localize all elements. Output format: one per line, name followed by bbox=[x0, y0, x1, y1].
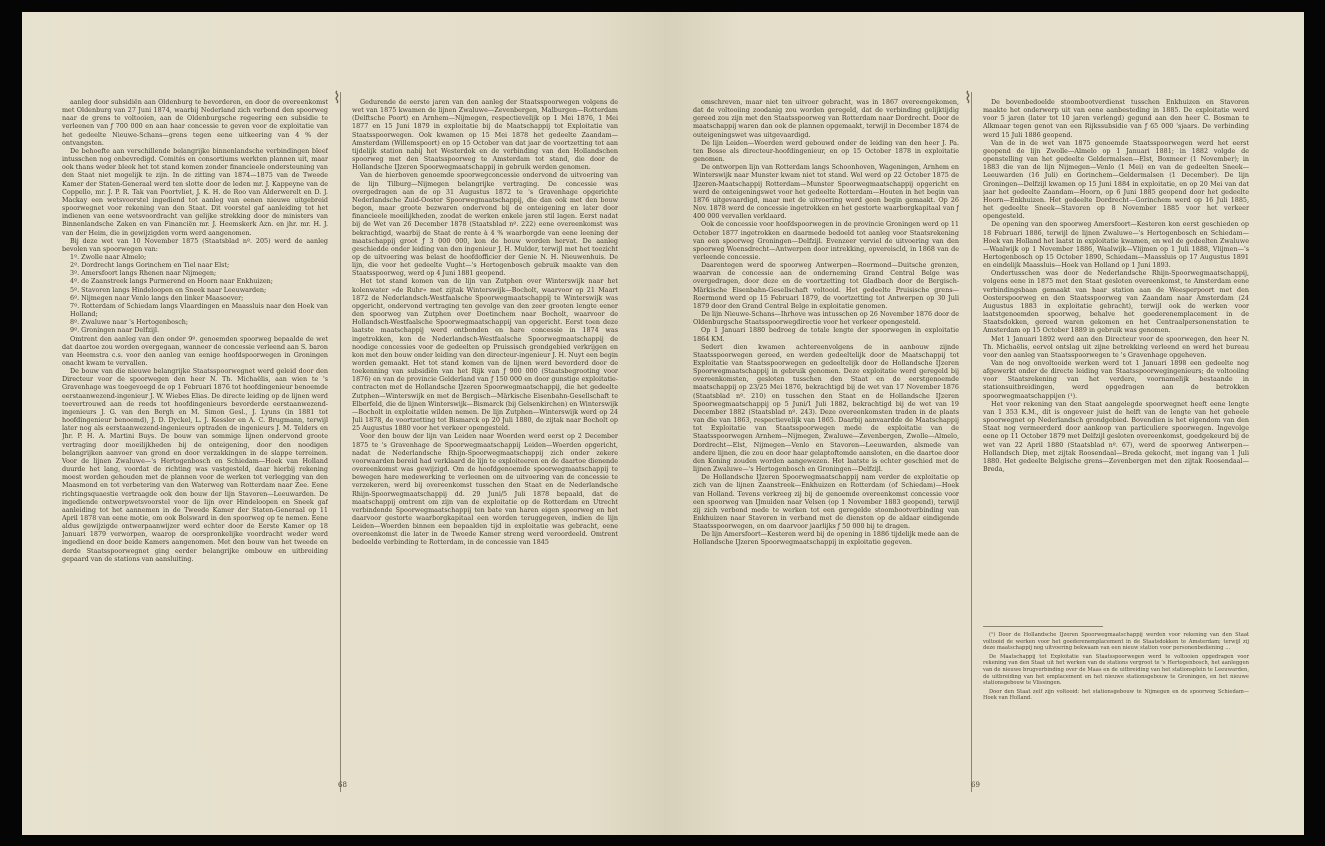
paragraph: 8º. Zwaluwe naar 's Hertogenbosch; bbox=[70, 318, 189, 327]
book-spread bbox=[22, 12, 1304, 835]
paragraph: 2º. Dordrecht langs Gorinchem en Tiel naar Elst; bbox=[70, 261, 230, 270]
paragraph: Van de nog onvoltooide werken werd tot 1 Januari 1898 een gedeelte nog afgewerkt onder de directe leiding van Staatsspoorwegingenieurs; de voltooiing voor Staatsrekening van het verdere, voornamelijk bestaande in stationsuitbreidingen, werd opgedragen aan de betrokken spoorwegmaatschappijen (¹). bbox=[983, 359, 1249, 400]
paragraph: De lijn Leiden—Woerden werd gebouwd onder de leiding van den heer J. Pa. ten Bosse als directeur-hoofdingenieur, en op 15 October 1878 in exploitatie genomen. bbox=[693, 138, 959, 164]
paragraph: 9º. Groningen naar Delfzijl. bbox=[70, 326, 160, 335]
left-page-column-2 bbox=[352, 98, 618, 788]
footnote-rule bbox=[983, 626, 1103, 627]
paragraph: 7º. Rotterdam of Schiedam langs Vlaardingen en Maassluis naar den Hoek van Holland; bbox=[70, 301, 328, 319]
paragraph: Sedert dien kwamen achtereenvolgens de in aanbouw zijnde Staatsspoorwegen gereed, en werden gedeeltelijk door de Maatschappij tot Exploitatie van Staatsspoorwegen en gedeeltelijk door de Hollandsche IJzeren Spoorwegmaatschappij in gebruik genomen. Deze exploitatie werd geregeld bij overeenkomsten, gesloten tusschen den Staat en de eerstgenoemde maatschappij op 23/25 Mei 1876, bekrachtigd bij de wet van 17 November 1876 (Staatsblad nº. 210) en tusschen den Staat en de Hollandsche IJzeren Spoorwegmaatschappij op 5 Juni/1 Juli 1882, bekrachtigd bij de wet van 19 December 1882 (Staatsblad nº. 243). Deze overeenkomsten traden in de plaats van die van 1863, respectievelijk van 1865. Daarbij aanvaardde de Maatschappij tot Exploitatie van Staatsspoorwegen mede de exploitatie van de Staatsspoorwegen Arnhem—Nijmegen, Zwaluwe—Zevenbergen, Zwolle—Almelo, Dordrecht—Elst, Nijmegen—Venlo en Stavoren—Leeuwarden, alsmede van andere lijnen, die zou en door haar gelaptoftomde aansloten, en die daartoe door den Koning zouden worden aangewezen. Het laatste is echter geschied met de lijnen Zwaluwe—'s Hertogenbosch en Groningen—Delfzijl. bbox=[693, 342, 959, 474]
right-page-column-2 bbox=[983, 98, 1249, 618]
paragraph: De Hollandsche IJzeren Spoorwegmaatschappij nam verder de exploitatie op zich van de lijnen Zaanstreek—Enkhuizen en Rotterdam (of Schiedam)—Hoek van Holland. Tevens verkreeg zij bij de genoemde overeenkomst concessie voor een spoorweg van IJmuiden naar Velsen (op 1 November 1883 geopend), terwijl zij zich verbond mede te werken tot een geregelde stoombootverbinding van Enkhuizen naar Stavoren in verband met de diensten op de aldaar eindigende Staatsspoorwegen, en om daarvoor jaarlijks ƒ 50 000 bij te dragen. bbox=[693, 473, 959, 531]
page-number-right: 69 bbox=[971, 781, 980, 789]
right-page bbox=[663, 12, 1304, 835]
paragraph: Met 1 Januari 1892 werd aan den Directeur voor de spoorwegen, den heer N. Th. Michaëlis, eervol ontslag uit zijne betrekking verleend en werd het bureau voor den aanleg van Staatsspoorwegen te 's Gravenhage opgeheven. bbox=[983, 334, 1249, 359]
right-page-column-1 bbox=[693, 98, 959, 788]
column-ornament-icon: ⌇ bbox=[964, 88, 972, 107]
paragraph: Voor den bouw der lijn van Leiden naar Woerden werd eerst op 2 December 1875 te 's Gravenhage de Spoorwegmaatschappij Leiden—Woerden opgericht, nadat de Nederlandsche Rhijn-Spoorwegmaatschappij zich onder zekere voorwaarden bereid had verklaard de lijn te exploiteeren en de daartoe dienende overeenkomst was gewijzigd. Om de hoofdgenoemde spoorwegmaatschappij te bewegen hare medewerking te verleenen om de uitvoering van de concessie te verzekeren, werd bij overeenkomst tusschen den Staat en de Nederlandsche Rhijn-Spoorwegmaatschappij dd. 29 Juni/5 Juli 1878 bepaald, dat de maatschappij omtrent om zijn van de exploitatie op de Rotterdam en Utrecht verbindende Spoorwegmaatschappij ten bate van haren eigen spoorweg en het daarvoor gestorte waarborgkapitaal een worden teruggegeven, indien de lijn Leiden—Woerden binnen een bepaalden tijd in exploitatie was gebracht, eene overeenkomst die later in de Tweede Kamer streng werd veroordeeld. Omtrent bedoelde verbinding te Rotterdam, in de concessie van 1845 bbox=[352, 432, 618, 547]
left-page-column-1 bbox=[62, 98, 328, 788]
paragraph: Op 1 Januari 1880 bedroeg de totale lengte der spoorwegen in exploitatie 1864 KM. bbox=[693, 326, 959, 343]
paragraph: Het voor rekening van den Staat aangelegde spoorwegnet heeft eene lengte van 1 353 K.M., dit is ongeveer juist de helft van de lengte van het geheele spoorwegnet op Nederlandsch grondgebied. Bovendien is het eigendom van den Staat nog vermeerderd door aankoop van particuliere spoorwegen. Ingevolge eene op 11 October 1879 met Delfzijl gesloten overeenkomst, goedgekeurd bij de wet van 22 April 1880 (Staatsblad nº. 67), werd de spoorweg Antwerpen—Hollandsch Diep, met zijtak Roosendaal—Breda gekocht, met ingang van 1 Juli 1880. Het gedeelte Belgische grens—Zevenbergen met den zijtak Roosendaal—Breda, bbox=[983, 399, 1249, 474]
paragraph: Omtrent den aanleg van den onder 9º. genoemden spoorweg bepaalde de wet dat daartoe zou worden overgegaan, wanneer de concessie verleend aan S. baron van Heemstra c.s. voor den aanleg van eenige hoofdspoorwegen in Groningen onacht kwam te vervallen. bbox=[62, 334, 328, 367]
paragraph: (¹) Door de Hollandsche IJzeren Spoorwegmaatschappij werden voor rekening van den Staat voltooid de werken voor het goederenemplacement in de Staatsdokken te Amsterdam; terwijl zij deze maatschappij nog uitvoering bekwaam van een nieuw station voor personenbediening ... bbox=[983, 632, 1249, 652]
paragraph: Van de hierboven genoemde spoorwegconcessie ondervond de uitvoering van de lijn Tilburg—Nijmegen belangrijke vertraging. De concessie was overgedragen aan de op 31 Augustus 1872 te 's Gravenhage opgerichte Nederlandsche Zuid-Ooster Spoorwegmaatschappij, die dan ook met den bouw begon, maar groote bezwaren ondervond bij de onteigening en later door financieele moeilijkheden, zoodat de werken enkele jaren stil lagen. Eerst nadat bij de Wet van 26 December 1878 (Staatsblad nº. 222) eene overeenkomst was bekrachtigd, waarbij de Staat de rente à 4 % waarborgde van eene leening der maatschappij groot ƒ 3 000 000, kon de bouw worden hervat. De aanleg geschiedde onder leiding van den ingenieur J. H. Mulder, terwijl met het toezicht op de uitvoering was belast de hoofdofficier der Genie N. H. Nieuwenhuis. De lijn, die voor het gedeelte Vught—'s Hertogenbosch gebruik maakte van den Staatsspoorweg, werd op 4 Juni 1881 geopend. bbox=[352, 171, 618, 278]
paragraph: 5º. Stavoren langs Hindeloopen en Sneek naar Leeuwarden; bbox=[70, 285, 267, 294]
paragraph: De Maatschappij tot Exploitatie van Staatsspoorwegen werd te voltooien opgedragen voor rekening van den Staat uit het werken van de stations vergroot te 's Hertogenbosch, het aanleggen van de nieuwe brugverbinding over de Maas en de uitbreiding van het stationsplein te Leeuwarden, de uitbreiding van het emplacement en het nieuwe stationsgebouw te Groningen, en het nieuwe stationsgebouw te Vlissingen. bbox=[983, 653, 1249, 687]
paragraph: Gedurende de eerste jaren van den aanleg der Staatsspoorwegen volgens de wet van 1875 kwamen de lijnen Zwaluwe—Zevenbergen, Malburgen—Rotterdam (Delftsche Poort) en Arnhem—Nijmegen, respectievelijk op 1 Mei 1876, 1 Mei 1877 en 15 Juni 1879 in exploitatie bij de Maatschappij tot Exploitatie van Staatsspoorwegen. Ook kwamen op 15 Mei 1878 het gedeelte Zaandam—Amsterdam (Willemspoort) en op 15 October van dat jaar de voortzetting tot aan tijdelijk station nabij het Westerdok en de verbinding van den Hollandschen spoorweg met den Staatsspoorweg te Amsterdam tot stand, die door de Hollandsche IJzeren Spoorwegmaatschappij in gebruik werden genomen. bbox=[352, 98, 618, 172]
paragraph: De lijn Amersfoort—Kesteren werd bij de opening in 1886 tijdelijk mede aan de Hollandsche IJzeren Spoorwegmaatschappij in exploitatie gegeven. bbox=[693, 530, 959, 547]
paragraph: De ontworpen lijn van Rotterdam langs Schoonhoven, Wageningen, Arnhem en Winterswijk naar Munster kwam niet tot stand. Wel werd op 22 October 1875 de IJzeren-Maatschappij Rotterdam—Munster Spoorwegmaatschappij opgericht en werd de onteigeningswet voor het gedeelte Rotterdam—Houten in het begin van 1876 uitgevaardigd, maar met de uitvoering werd geen begin gemaakt. Op 26 Nov. 1878 werd de concessie ingetrokken en het gestorte waarborgkapitaal van ƒ 400 000 vervallen verklaard. bbox=[693, 163, 959, 221]
paragraph: 1º. Zwolle naar Almelo; bbox=[70, 252, 147, 261]
paragraph: De bouw van die nieuwe belangrijke Staatsspoorwegnet werd geleid door den Directeur voor de spoorwegen den heer N. Th. Michaëlis, aan wien te 's Gravenhage was toegevoegd de op 1 Februari 1876 tot hoofdingenieur benoemde eerstaanwezend-ingenieur J. W. Wiebes Elias. De directe leiding op de lijnen werd toevertrouwd aan de reeds tot hoofdingenieurs bevorderde eerstaanwezend-ingenieurs J. G. van den Bergh en M. Simon Gesl., J. Lyuns (in 1881 tot hoofdingenieur benoemd), J. D. Dyckel, L. J. Kessler en A. C. Brugmann, terwijl later nog als eerstaanwezend-ingenieurs optraden de ingenieurs J. M. Telders en Jhr. P. H. A. Martini Buys. De bouw van sommige lijnen ondervond groote vertraging door moeilijkheden bij de onteigening, door den noodigen belangrijken aanvoer van grond en door verzakkingen in de slappe terreinen. Voor de lijnen Zwaluwe—'s Hertogenbosch en Schiedam—Hoek van Holland duurde het lang, voordat de richting was vastgesteld, daar hierbij rekening moest worden gehouden met de plannen voor de werken tot verlegging van den Maasmond en tot verbetering van den Waterweg van Rotterdam naar Zee. Eene richtingsquaestie vertraagde ook den bouw der lijn Stavoren—Leeuwarden. De ingediende ontwerpwetsvoorstel voor de lijn over Hindeloopen en Sneek gaf aanleiding tot het aannemen in de Tweede Kamer der Staten-Generaal op 11 April 1878 van eene motie, om ook Bolsward in den spoorweg op te nemen. Eene aldus gewijzigde ontwerpaanwijzer werd echter door de Eerste Kamer op 18 Januari 1879 verworpen, waarop de oorspronkelijke voordracht weder werd ingediend en door beide Kamers aangenomen. Met den bouw van het tweede en derde Staatsspoorwegnet ging eerder belangrijke ombouw en uitbreiding gepaard van de stations van aansluiting. bbox=[62, 367, 328, 563]
paragraph: 4º. de Zaanstreek langs Purmerend en Hoorn naar Enkhuizen; bbox=[70, 277, 273, 286]
paragraph: De opening van den spoorweg Amersfoort—Kesteren kon eerst geschieden op 18 Februari 1886, terwijl de lijnen Zwaluwe—'s Hertogenbosch en Schiedam—Hoek van Holland het laatst in exploitatie kwamen, en wel de gedeelten Zwaluwe—Waalwijk op 1 November 1886, Waalwijk—Vlijmen op 1 Juli 1888, Vlijmen—'s Hertogenbosch op 15 October 1890, Schiedam—Maassluis op 17 Augustus 1891 en eindelijk Maassluis—Hoek van Holland op 1 Juni 1893. bbox=[983, 220, 1249, 270]
paragraph: Door den Staat zelf zijn voltooid: het stationsgebouw te Nijmegen en de spoorweg Schiedam—Hoek van Holland. bbox=[983, 688, 1249, 702]
paragraph: De bovenbedoelde stoombootverdienst tusschen Enkhuizen en Stavoren maakte het onderwerp uit van eene aanbesteding in 1885. De exploitatie werd voor 5 jaren (later tot 10 jaren verlengd) gegund aan den heer C. Bosman te Alkmaar tegen genot van een Rijkssubsidie van ƒ 65 000 'sjaars. De verbinding werd 15 Juli 1886 geopend. bbox=[983, 98, 1249, 139]
left-page bbox=[22, 12, 663, 835]
paragraph: Van de in de wet van 1875 genoemde Staatsspoorwegen werd het eerst geopend de lijn Zwolle—Almelo op 1 Januari 1881; in 1882 volgde de openstelling van het gedeelte Geldermalsen—Elst, Boxmeer (1 November); in 1883 die van de lijn Nijmegen—Venlo (1 Mei) en van de gedeelten Sneek—Leeuwarden (16 Juli) en Gorinchem—Geldermalsen (1 December). De lijn Groningen—Delfzijl kwamen op 15 Juni 1884 in exploitatie, en op 20 Mei van dat jaar het gedeelte Zaandam—Hoorn, op 6 Juni 1885 geopend door het gedeelte Hoorn—Enkhuizen. Het gedeelte Dordrecht—Gorinchem werd op 16 Juli 1885, het gedeelte Sneek—Stavoren op 8 November 1885 voor het verkeer opengesteld. bbox=[983, 138, 1249, 221]
column-divider-rule bbox=[971, 92, 972, 792]
column-divider-rule bbox=[340, 92, 341, 792]
paragraph: Bij deze wet van 10 November 1875 (Staatsblad nº. 205) werd de aanleg bevolen van spoorwegen van: bbox=[62, 236, 328, 253]
page-number-left: 68 bbox=[338, 781, 347, 789]
column-ornament-icon: ⌇ bbox=[333, 88, 341, 107]
paragraph: Ondertusschen was door de Nederlandsche Rhijn-Spoorwegmaatschappij, volgens eene in 1875 met den Staat gesloten overeenkomst, te Amsterdam eene verbindingsbaan gemaakt van haar station aan de Weesperpoort met den Oosterspoorweg en den Staatsspoorweg van Zaandam naar Amsterdam (24 Augustus 1883 in exploitatie gebracht), terwijl ook de werken voor laatstgenoemden spoorweg, behalve het goederenemplacement in de Staatsdokken, gereed waren gekomen en het Centraalpersonenstation te Amsterdam op 15 October 1889 in gebruik was genomen. bbox=[983, 269, 1249, 335]
paragraph: aanleg door subsidiën aan Oldenburg te bevorderen, en door de overeenkomst met Oldenburg van 27 Juni 1874, waarbij Nederland zich verbond den spoorweg naar de grens te voltooien, aan de Oldenburgsche regeering een subsidie te verleenen van ƒ 700 000 en aan haar concessie te geven voor de exploitatie van het gedeelte Nieuwe-Schans—grens tegen eene uitkeering van 4 % der ontvangsten. bbox=[62, 98, 328, 147]
paragraph: 3º. Amersfoort langs Rhenen naar Nijmegen; bbox=[70, 269, 217, 278]
paragraph: De lijn Nieuwe-Schans—Ihrhove was intusschen op 26 November 1876 door de Oldenburgsche Staatsspoorwegdirectie voor het verkeer opengesteld. bbox=[693, 310, 959, 327]
paragraph: Ook de concessie voor hoofdspoorwegen in de provincie Groningen werd op 11 October 1877 ingetrokken en daarmede bedoeld tot aanleg voor Staatsrekening van een spoorweg Groningen—Delfzijl. Evenzeer verviel de uitvoering van den spoorweg Woensdrecht—Antwerpen door intrekking, opvereiscld, in 1868 van de verleende concessie. bbox=[693, 220, 959, 261]
paragraph: Daarentegen werd de spoorweg Antwerpen—Roermond—Duitsche grenzen, waarvan de concessie aan de onderneming Grand Central Belge was overgedragen, door deze en de voortzetting tot Gladbach door de Bergisch-Märkische Eisenbahn-Gesellschaft voltooid. Het gedeelte Pruisische grens—Roermond werd op 15 Februari 1879, de voortzetting tot Antwerpen op 30 Juli 1879 door den Grand Central Belge in exploitatie genomen. bbox=[693, 261, 959, 310]
paragraph: De behoefte aan verschillende belangrijke binnenlandsche verbindingen bleef intusschen nog onbevredigd. Comités en consortiums werkten plannen uit, maar ook thans weder bleek het tot stand komen zonder financieele ondersteuning van den Staat niet mogelijk te zijn. In de zitting van 1874—1875 van de Tweede Kamer der Staten-Generaal werd ten slotte door de leden mr. J. Kappeyne van de Coppello, mr. J. P. R. Tak van Poortvliet, J. K. H. de Roo van Alderwerelt en D. J. Mackay een wetsvoorstel ingediend tot aanleg van eenen nieuwe uitgebreid spoorwegnet voor rekening van den Staat. Dit voorstel gaf aanleiding tot het indienen van eene wetsvoordracht van gelijke strekking door de ministers van Binnenlandsche Zaken en van Financiën mr. J. Heemskerk Azn. en jhr. mr. H. J. van der Heim, die in gewijzigden vorm werd aangenomen. bbox=[62, 146, 328, 237]
footnotes bbox=[983, 632, 1249, 704]
paragraph: omschreven, maar niet ten uitvoer gebracht, was in 1867 overeengekomen, dat de voltooiing zoodanig zou worden geregeld, dat de verbinding gelijktijdig gereed zou zijn met den Staatsspoorweg van Rotterdam naar Dordrecht. Door de maatschappij waren dan ook de plannen opgemaakt, terwijl in December 1874 de outeigeningswet was uitgevaardigd. bbox=[693, 98, 959, 139]
paragraph: Het tot stand komen van de lijn van Zutphen over Winterswijk naar het kolenwater »de Ruhr« met zijtak Winterswijk—Bocholt, waarvoor op 21 Maart 1872 de Nederlandsch-Westfaalsche Spoorwegmaatschappij te Winterswijk was opgericht, ondervond vertraging ten gevolge van den zeer grooten lengte eener den spoorweg van Zutphen over Doetinchem naar Bocholt, waarvoor de Hollandsch-Westfaalsche Spoorwegmaatschappij van opgericht. Eerst toen deze laatste maatschappij werd ontbonden en hare concessie in 1874 was ingetrokken, kon de Nederlandsch-Westfaalsche Spoorwegmaatschappij de noodige concessies voor de gedeelten op Pruissisch grondgebied verkrijgen en kon met den bouw onder leiding van den directeur-ingenieur J. H. Nuyt een begin worden gemaakt. Het tot stand komen van de lijnen werd bevorderd door de toekenning van subsidiën van het Rijk van ƒ 900 000 (Staatsbegrooting voor 1876) en van de provincie Gelderland van ƒ 150 000 en door gunstige exploitatie-contracten met de Hollandsche IJzeren Spoorwegmaatschappij, die het gedeelte Zutphen—Winterswijk en met de Bergisch—Märkische Eisenbahn-Gesellschaft te Elberfeld, die de lijnen Winterswijk—Bismarck (bij Gelsenkirchen) en Winterswijk—Bocholt in exploitatie wilden nemen. De lijn Zutphen—Winterswijk werd op 24 Juli 1878, de voortzetting tot Bismarck op 20 Juli 1880, de zijtak naar Bocholt op 25 Augustus 1880 voor het verkeer opengesteld. bbox=[352, 277, 618, 433]
paragraph: 6º. Nijmegen naar Venlo langs den linker Maasoever; bbox=[70, 293, 244, 302]
